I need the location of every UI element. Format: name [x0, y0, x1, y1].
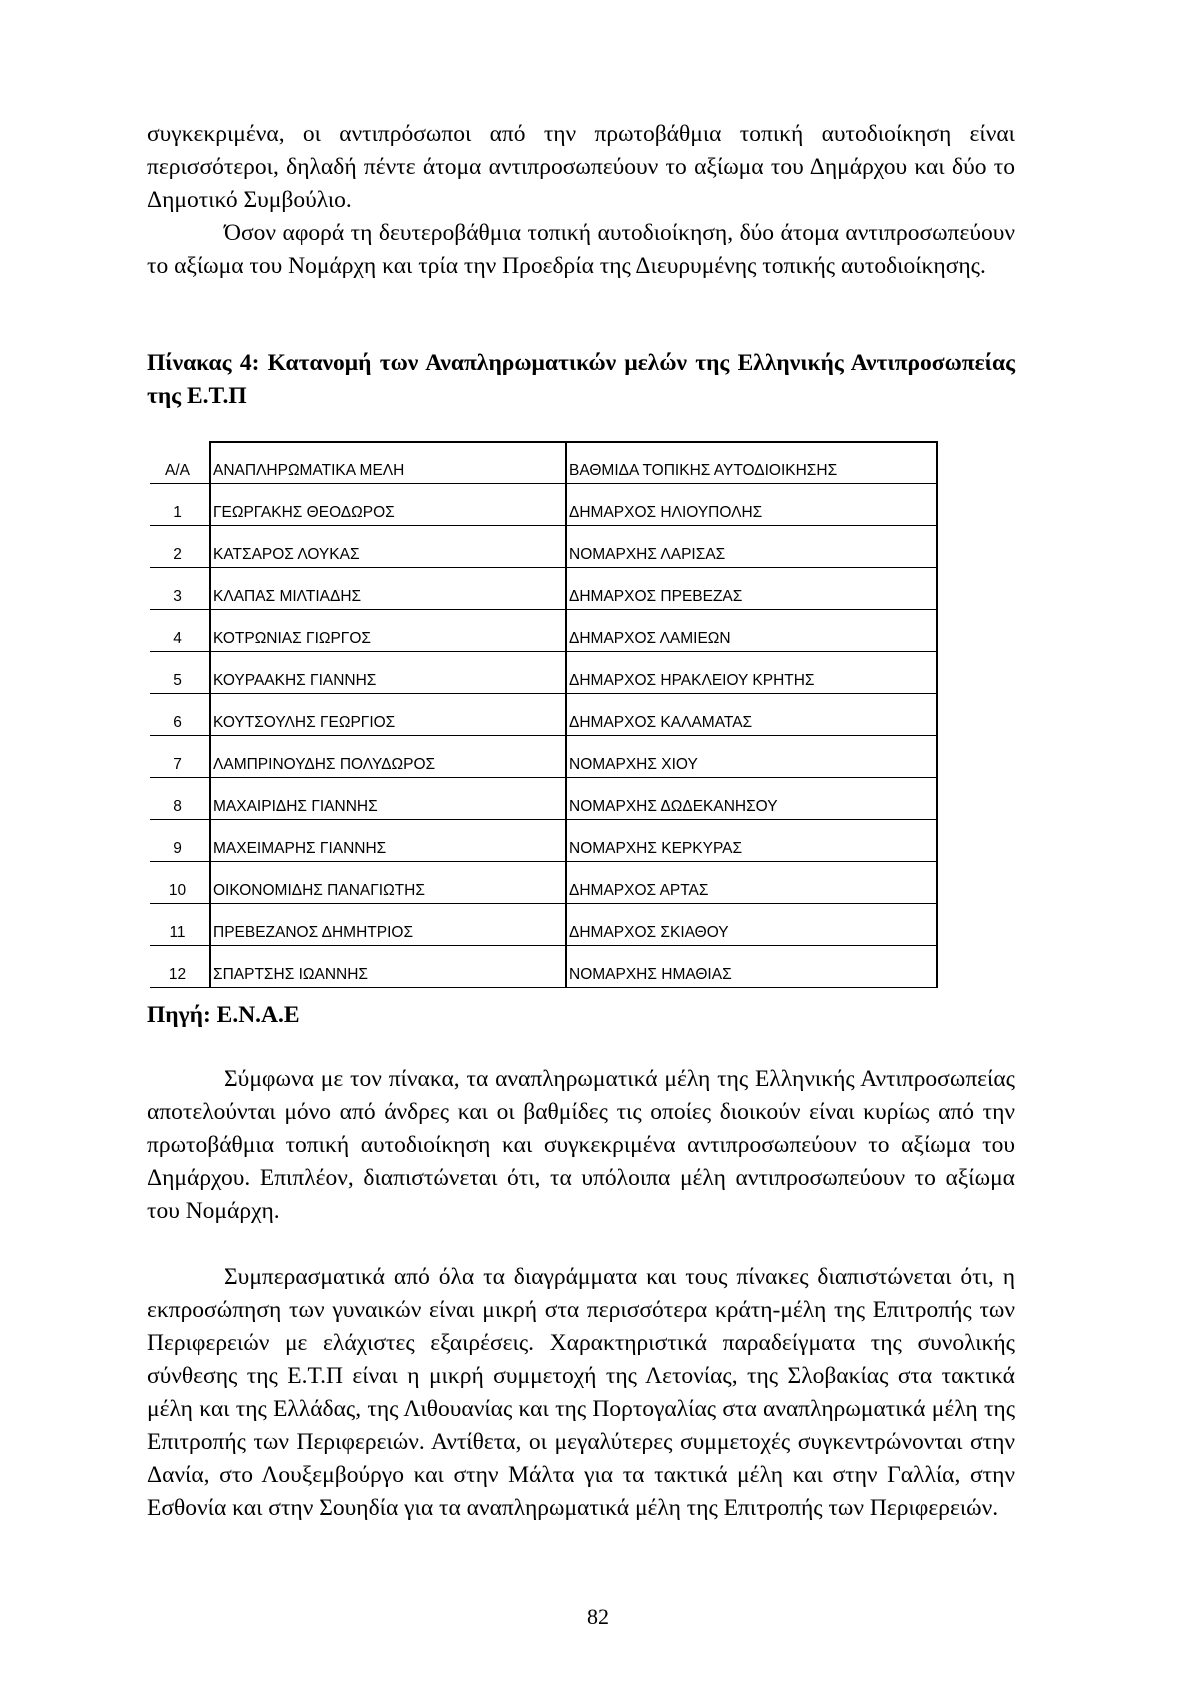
row-index: 4	[150, 610, 210, 652]
table-row	[150, 610, 937, 652]
row-position: ΝΟΜΑΡΧΗΣ ΧΙΟΥ	[566, 736, 937, 778]
row-position: ΝΟΜΑΡΧΗΣ ΚΕΡΚΥΡΑΣ	[566, 820, 937, 862]
table-row	[150, 778, 937, 820]
row-position: ΔΗΜΑΡΧΟΣ ΑΡΤΑΣ	[566, 862, 937, 904]
row-name: ΚΟΤΡΩΝΙΑΣ ΓΙΩΡΓΟΣ	[210, 610, 566, 652]
row-index: 9	[150, 820, 210, 862]
row-name: ΚΑΤΣΑΡΟΣ ΛΟΥΚΑΣ	[210, 526, 566, 568]
row-name: ΟΙΚΟΝΟΜΙΔΗΣ ΠΑΝΑΓΙΩΤΗΣ	[210, 862, 566, 904]
row-name: ΛΑΜΠΡΙΝΟΥΔΗΣ ΠΟΛΥΔΩΡΟΣ	[210, 736, 566, 778]
row-name: ΚΟΥΡΑΑΚΗΣ ΓΙΑΝΝΗΣ	[210, 652, 566, 694]
row-index: 2	[150, 526, 210, 568]
row-index: 5	[150, 652, 210, 694]
table-row	[150, 652, 937, 694]
table-row	[150, 820, 937, 862]
row-position: ΔΗΜΑΡΧΟΣ ΚΑΛΑΜΑΤΑΣ	[566, 694, 937, 736]
intro-paragraph: συγκεκριμένα, οι αντιπρόσωποι από την πρωτοβάθμια τοπική αυτοδιοίκηση είναι περισσότεροι, δηλαδή πέντε άτομα αντιπροσωπεύουν το αξίωμα του Δημάρχου και δύο το Δημοτικό Συμβούλιο. Όσον αφορά τη δευτεροβάθμια τοπική αυτοδιοίκηση, δύο άτομα αντιπροσωπεύουν το αξίωμα του Νομάρχη και τρία την Προεδρία της Διευρυμένης τοπικής αυτοδιοίκησης.	[147, 121, 1015, 279]
row-name: ΚΛΑΠΑΣ ΜΙΛΤΙΑΔΗΣ	[210, 568, 566, 610]
table-row	[150, 568, 937, 610]
row-position: ΔΗΜΑΡΧΟΣ ΛΑΜΙΕΩΝ	[566, 610, 937, 652]
row-name: ΚΟΥΤΣΟΥΛΗΣ ΓΕΩΡΓΙΟΣ	[210, 694, 566, 736]
table-row	[150, 904, 937, 946]
row-position: ΝΟΜΑΡΧΗΣ ΗΜΑΘΙΑΣ	[566, 946, 937, 988]
row-index: 7	[150, 736, 210, 778]
row-index: 6	[150, 694, 210, 736]
conclusion-paragraph: Συμπερασματικά από όλα τα διαγράμματα και τους πίνακες διαπιστώνεται ότι, η εκπροσώπηση των γυναικών είναι μικρή στα περισσότερα κράτη-μέλη της Επιτροπής των Περιφερειών με ελάχιστες εξαιρέσεις. Χαρακτηριστικά παραδείγματα της συνολικής σύνθεσης της Ε.Τ.Π είναι η μικρή συμμετοχή της Λετονίας, της Σλοβακίας στα τακτικά μέλη και της Ελλάδας, της Λιθουανίας και της Πορτογαλίας στα αναπληρωματικά μέλη της Επιτροπής των Περιφερειών. Αντίθετα, οι μεγαλύτερες συμμετοχές συγκεντρώνονται στην Δανία, στο Λουξεμβούργο και στην Μάλτα για τα τακτικά μέλη και στην Γαλλία, στην Εσθονία και στην Σουηδία για τα αναπληρωματικά μέλη της Επιτροπής των Περιφερειών.	[147, 1264, 1015, 1521]
row-index: 8	[150, 778, 210, 820]
table-source: Πηγή: Ε.Ν.Α.Ε	[147, 1002, 300, 1028]
page-number: 82	[587, 1604, 609, 1629]
row-name: ΜΑΧΕΙΜΑΡΗΣ ΓΙΑΝΝΗΣ	[210, 820, 566, 862]
table-row	[150, 946, 937, 988]
table-row	[150, 694, 937, 736]
table-row	[150, 736, 937, 778]
row-position: ΔΗΜΑΡΧΟΣ ΗΛΙΟΥΠΟΛΗΣ	[566, 484, 937, 526]
row-position: ΝΟΜΑΡΧΗΣ ΛΑΡΙΣΑΣ	[566, 526, 937, 568]
row-position: ΔΗΜΑΡΧΟΣ ΗΡΑΚΛΕΙΟΥ ΚΡΗΤΗΣ	[566, 652, 937, 694]
table-caption: Πίνακας 4: Κατανομή των Αναπληρωματικών μελών της Ελληνικής Αντιπροσωπείας της Ε.Τ.Π	[147, 350, 1015, 409]
row-index: 1	[150, 484, 210, 526]
table-row	[150, 862, 937, 904]
header-index: Α/Α	[150, 442, 210, 484]
row-position: ΔΗΜΑΡΧΟΣ ΠΡΕΒΕΖΑΣ	[566, 568, 937, 610]
row-name: ΜΑΧΑΙΡΙΔΗΣ ΓΙΑΝΝΗΣ	[210, 778, 566, 820]
row-index: 12	[150, 946, 210, 988]
alternates-table	[150, 441, 938, 988]
table-row	[150, 526, 937, 568]
row-index: 10	[150, 862, 210, 904]
header-level: ΒΑΘΜΙΔΑ ΤΟΠΙΚΗΣ ΑΥΤΟΔΙΟΙΚΗΣΗΣ	[566, 442, 937, 484]
row-index: 3	[150, 568, 210, 610]
row-position: ΝΟΜΑΡΧΗΣ ΔΩΔΕΚΑΝΗΣΟΥ	[566, 778, 937, 820]
analysis-paragraph: Σύμφωνα με τον πίνακα, τα αναπληρωματικά μέλη της Ελληνικής Αντιπροσωπείας αποτελούνται μόνο από άνδρες και οι βαθμίδες τις οποίες διοικούν είναι κυρίως από την πρωτοβάθμια τοπική αυτοδιοίκηση και συγκεκριμένα αντιπροσωπεύουν το αξίωμα του Δημάρχου. Επιπλέον, διαπιστώνεται ότι, τα υπόλοιπα μέλη αντιπροσωπεύουν το αξίωμα του Νομάρχη.	[147, 1066, 1015, 1224]
row-index: 11	[150, 904, 210, 946]
row-name: ΓΕΩΡΓΑΚΗΣ ΘΕΟΔΩΡΟΣ	[210, 484, 566, 526]
row-name: ΠΡΕΒΕΖΑΝΟΣ ΔΗΜΗΤΡΙΟΣ	[210, 904, 566, 946]
table-row	[150, 484, 937, 526]
table-header-row	[150, 442, 937, 484]
header-members: ΑΝΑΠΛΗΡΩΜΑΤΙΚΑ ΜΕΛΗ	[210, 442, 566, 484]
row-position: ΔΗΜΑΡΧΟΣ ΣΚΙΑΘΟΥ	[566, 904, 937, 946]
row-name: ΣΠΑΡΤΣΗΣ ΙΩΑΝΝΗΣ	[210, 946, 566, 988]
